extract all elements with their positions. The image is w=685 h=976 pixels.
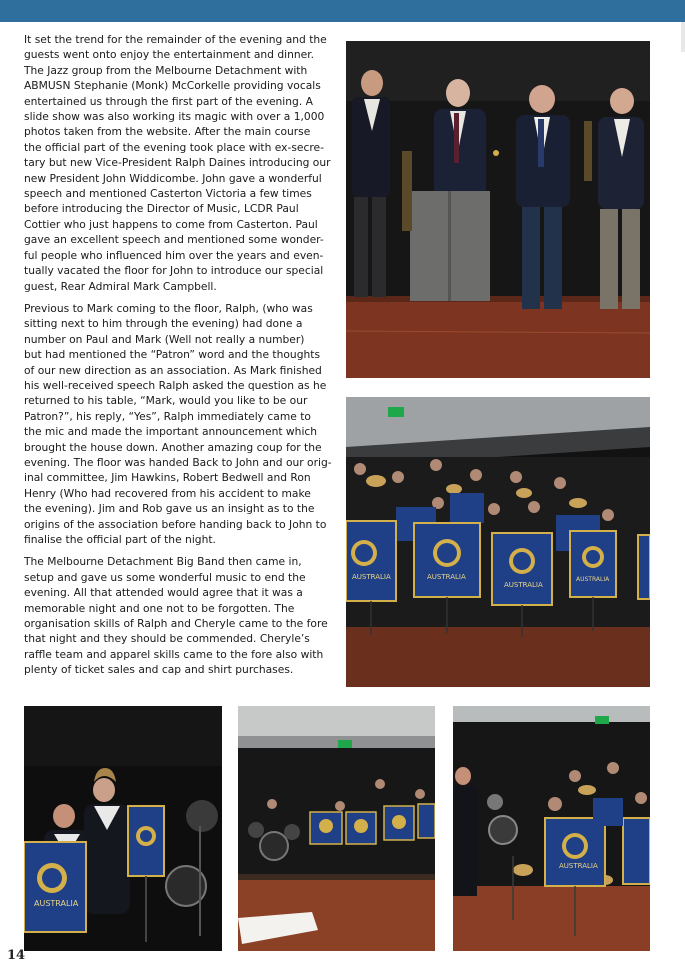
text-line: the mic and made the important announcement which <box>24 425 318 439</box>
paragraph-3 <box>24 554 328 677</box>
text-line: Patron?”, his reply, “Yes”, Ralph immediately came to <box>24 409 311 423</box>
text-line: plenty of ticket sales and cap and shirt purchases. <box>24 663 294 677</box>
text-line: evening. The floor was handed Back to John and our orig- <box>24 455 332 469</box>
text-line: the evening). Jim and Rob gave us an insight as to the <box>24 502 315 516</box>
text-line: of our new direction as an association. As Mark finished <box>24 363 322 377</box>
text-line: sitting next to him through the evening) had done a <box>24 317 303 331</box>
banner-text-2: AUSTRALIA <box>427 573 466 581</box>
photo-big-band-wide <box>346 397 650 687</box>
text-line: raffle team and apparel skills came to the fore also with <box>24 647 324 661</box>
text-line: photos taken from the website. After the main course <box>24 125 311 139</box>
text-line: speech and mentioned Casterton Victoria a few times <box>24 187 312 201</box>
paragraph-1 <box>24 32 331 294</box>
text-line: before introducing the Director of Music, LCDR Paul <box>24 202 299 216</box>
text-line: tary but new Vice-President Ralph Daines introducing our <box>24 156 331 170</box>
photo-dignitaries <box>346 41 650 378</box>
banner-text-3: AUSTRALIA <box>504 581 543 589</box>
banner-text-1: AUSTRALIA <box>352 573 391 581</box>
text-line: Cottier who just happens to come from Casterton. Paul <box>24 217 318 231</box>
text-line: guests went onto enjoy the entertainment and dinner. <box>24 48 315 62</box>
text-line: memorable night and one not to be forgotten. The <box>24 601 295 615</box>
text-line: Henry (Who had recovered from his accident to make <box>24 486 311 500</box>
text-line: guest, Rear Admiral Mark Campbell. <box>24 279 217 293</box>
text-line: new President John Widdicombe. John gave a wonderful <box>24 171 322 185</box>
text-line: his well-received speech Ralph asked the question as he <box>24 378 327 392</box>
text-line: ful people who influenced him over the years and even- <box>24 248 324 262</box>
article-body <box>24 32 332 685</box>
photo-vocalists <box>24 706 222 951</box>
text-line: but had mentioned the “Patron” word and the thoughts <box>24 348 321 362</box>
text-line: number on Paul and Mark (Well not really a number) <box>24 332 305 346</box>
text-line: entertained us through the first part of the evening. A <box>24 94 313 108</box>
text-line: The Jazz group from the Melbourne Detachment with <box>24 63 308 77</box>
text-line: slide show was also working its magic with over a 1,000 <box>24 110 325 124</box>
paragraph-2 <box>24 301 332 548</box>
page-number: 14 <box>7 948 26 963</box>
text-line: evening. All that attended would agree that it was a <box>24 586 303 600</box>
text-line: The Melbourne Detachment Big Band then came in, <box>24 555 302 569</box>
banner-text-5: AUSTRALIA <box>34 899 79 908</box>
text-line: ABMUSN Stephanie (Monk) McCorkelle providing vocals <box>24 79 321 93</box>
header-band <box>0 0 685 22</box>
text-line: Previous to Mark coming to the floor, Ralph, (who was <box>24 301 313 315</box>
text-line: finalise the official part of the night. <box>24 533 216 546</box>
banner-text-4: AUSTRALIA <box>576 576 610 583</box>
text-line: organisation skills of Ralph and Cheryle came to the fore <box>24 617 328 631</box>
text-line: It set the trend for the remainder of the evening and the <box>24 33 327 46</box>
text-line: origins of the association before handing back to John to <box>24 517 327 531</box>
text-line: brought the house down. Another amazing coup for the <box>24 440 322 454</box>
page-edge-tab <box>681 22 685 52</box>
text-line: setup and gave us some wonderful music to end the <box>24 570 306 584</box>
text-line: tually vacated the floor for John to introduce our special <box>24 264 324 278</box>
text-line: inal committee, Jim Hawkins, Robert Bedwell and Ron <box>24 471 311 485</box>
text-line: the official part of the evening took place with ex-secre- <box>24 140 324 154</box>
photo-band-close <box>453 706 650 951</box>
banner-text-6: AUSTRALIA <box>559 862 598 870</box>
photo-stage-wide <box>238 706 435 951</box>
text-line: that night and they should be commended. Cheryle’s <box>24 632 310 646</box>
text-line: gave an excellent speech and mentioned some wonder- <box>24 233 324 247</box>
text-line: returned to his table, “Mark, would you like to be our <box>24 394 308 408</box>
